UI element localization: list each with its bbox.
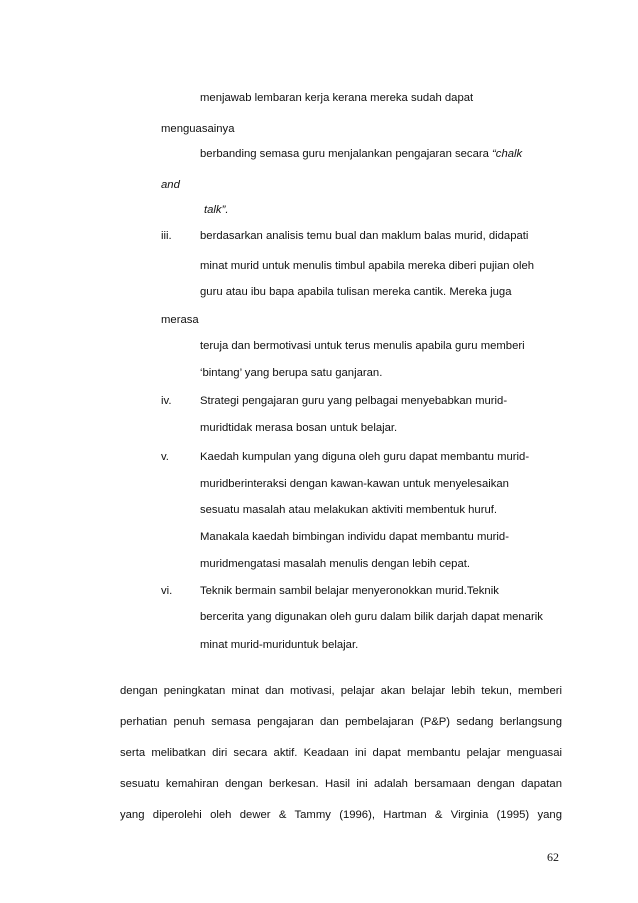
paragraph-line: serta melibatkan diri secara aktif. Keadaan ini dapat membantu pelajar menguasai xyxy=(120,747,562,759)
list-numeral: iii. xyxy=(161,230,172,242)
list-line: bercerita yang digunakan oleh guru dalam bilik darjah dapat menarik xyxy=(200,611,543,623)
list-line: Teknik bermain sambil belajar menyeronokkan murid.Teknik xyxy=(200,585,499,597)
list-line: muridberinteraksi dengan kawan-kawan untuk menyelesaikan xyxy=(200,478,509,490)
paragraph-line: dengan peningkatan minat dan motivasi, pelajar akan belajar lebih tekun, memberi xyxy=(120,685,562,697)
list-line: menjawab lembaran kerja kerana mereka sudah dapat xyxy=(200,92,474,104)
list-line: Manakala kaedah bimbingan individu dapat membantu murid- xyxy=(200,531,509,543)
paragraph-line: perhatian penuh semasa pengajaran dan pembelajaran (P&P) sedang berlangsung xyxy=(120,716,562,728)
list-line: and xyxy=(161,179,180,191)
list-line: ‘bintang’ yang berupa satu ganjaran. xyxy=(200,367,383,379)
list-line: talk”. xyxy=(204,204,229,216)
list-line: minat murid untuk menulis timbul apabila mereka diberi pujian oleh xyxy=(200,260,535,272)
paragraph-line: sesuatu kemahiran dengan berkesan. Hasil ini adalah bersamaan dengan dapatan xyxy=(120,778,562,790)
list-line: sesuatu masalah atau melakukan aktiviti membentuk huruf. xyxy=(200,504,498,516)
body-paragraph xyxy=(120,684,562,839)
list-line: berbanding semasa guru menjalankan pengajaran secara “chalk xyxy=(200,148,523,160)
paragraph-line: yang diperolehi oleh dewer & Tammy (1996), Hartman & Virginia (1995) yang xyxy=(120,809,562,821)
list-line: muridmengatasi masalah menulis dengan lebih cepat. xyxy=(200,558,471,570)
list-line: berdasarkan analisis temu bual dan maklum balas murid, didapati xyxy=(200,230,529,242)
list-line: minat murid-muriduntuk belajar. xyxy=(200,639,359,651)
list-line: Strategi pengajaran guru yang pelbagai menyebabkan murid- xyxy=(200,395,508,407)
page-number: 62 xyxy=(547,850,559,864)
list-numeral: iv. xyxy=(161,395,172,407)
list-line: muridtidak merasa bosan untuk belajar. xyxy=(200,422,398,434)
list-line: menguasainya xyxy=(161,123,235,135)
list-line: merasa xyxy=(161,314,199,326)
list-numeral: vi. xyxy=(161,585,173,597)
list-line: Kaedah kumpulan yang diguna oleh guru dapat membantu murid- xyxy=(200,451,530,463)
list-line: guru atau ibu bapa apabila tulisan mereka cantik. Mereka juga xyxy=(200,286,512,298)
list-line: teruja dan bermotivasi untuk terus menulis apabila guru memberi xyxy=(200,340,525,352)
list-numeral: v. xyxy=(161,451,169,463)
